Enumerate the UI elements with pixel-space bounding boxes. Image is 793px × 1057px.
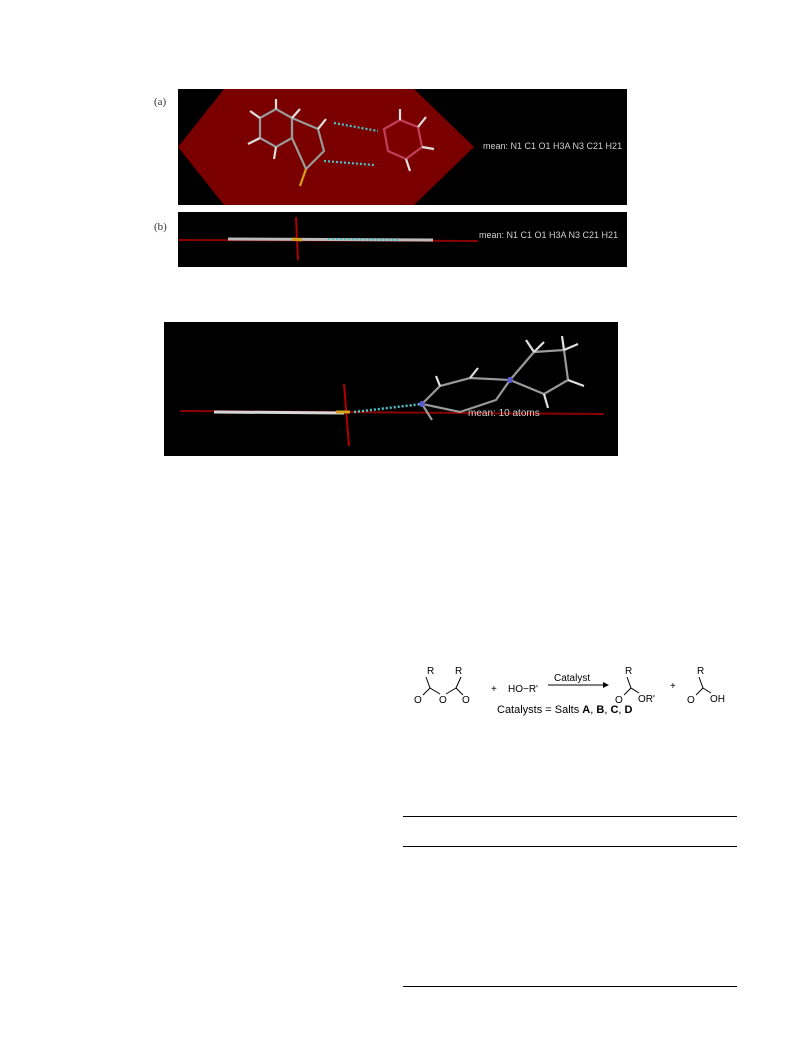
nitrogen-atom-ring: [419, 401, 425, 407]
nitrogen-atom: [507, 377, 513, 383]
anhydride-o-right: O: [462, 695, 470, 706]
mean-plane-label-a: mean: N1 C1 O1 H3A N3 C21 H21: [483, 141, 623, 151]
catalyst-a: A: [582, 704, 591, 716]
catalyst-c: C: [610, 704, 619, 716]
anhydride-r-left: R: [427, 666, 435, 677]
separator-3: ,: [618, 704, 625, 716]
sulfonyl-vertical: [344, 384, 349, 446]
alcohol-reagent: HO−R': [508, 684, 538, 695]
hydrogen-bond: [354, 404, 422, 412]
crystal-view-b: [178, 212, 627, 267]
crystal-view-a: [178, 89, 627, 205]
table-top-rule: [403, 816, 737, 817]
mean-plane: [178, 89, 474, 205]
acid-r: R: [697, 666, 705, 677]
mean-plane-label-c: mean: 10 atoms: [468, 408, 540, 419]
crystal-view-c: [164, 322, 618, 456]
ester-or: OR': [638, 694, 655, 705]
catalysts-prefix: Catalysts = Salts: [497, 704, 583, 716]
panel-label-b: (b): [154, 221, 167, 233]
acid-oh: OH: [710, 694, 725, 705]
table-bottom-rule: [403, 986, 737, 987]
arrow-label: Catalyst: [554, 673, 591, 684]
ester-o: O: [615, 695, 623, 706]
acid-o: O: [687, 695, 695, 706]
anhydride-o-left: O: [414, 695, 422, 706]
acid-structure: [696, 677, 711, 695]
catalyst-b: B: [596, 704, 605, 716]
separator-1: ,: [590, 704, 597, 716]
ester-structure: [624, 677, 639, 695]
panel-label-a: (a): [154, 96, 167, 108]
anhydride-structure: [423, 677, 463, 695]
ester-r: R: [625, 666, 633, 677]
plus-sign-2: +: [670, 681, 676, 692]
table-header-rule: [403, 846, 737, 847]
catalysts-caption: [497, 704, 632, 716]
molecule-edge: [228, 239, 433, 240]
anhydride-r-right: R: [455, 666, 463, 677]
reaction-scheme: [405, 660, 740, 720]
plus-sign-1: +: [491, 684, 497, 695]
anhydride-o-bridge: O: [439, 695, 447, 706]
separator-2: ,: [604, 704, 611, 716]
sulfur-center: [292, 239, 302, 240]
mean-plane-label-b: mean: N1 C1 O1 H3A N3 C21 H21: [479, 230, 619, 240]
reaction-arrow-head: [603, 682, 609, 688]
catalyst-d: D: [624, 704, 633, 716]
saturated-ring: [510, 350, 568, 394]
molecule-side-view-c: [164, 322, 618, 456]
left-molecule-edge: [214, 412, 344, 413]
hydrogen-atoms: [436, 336, 584, 408]
